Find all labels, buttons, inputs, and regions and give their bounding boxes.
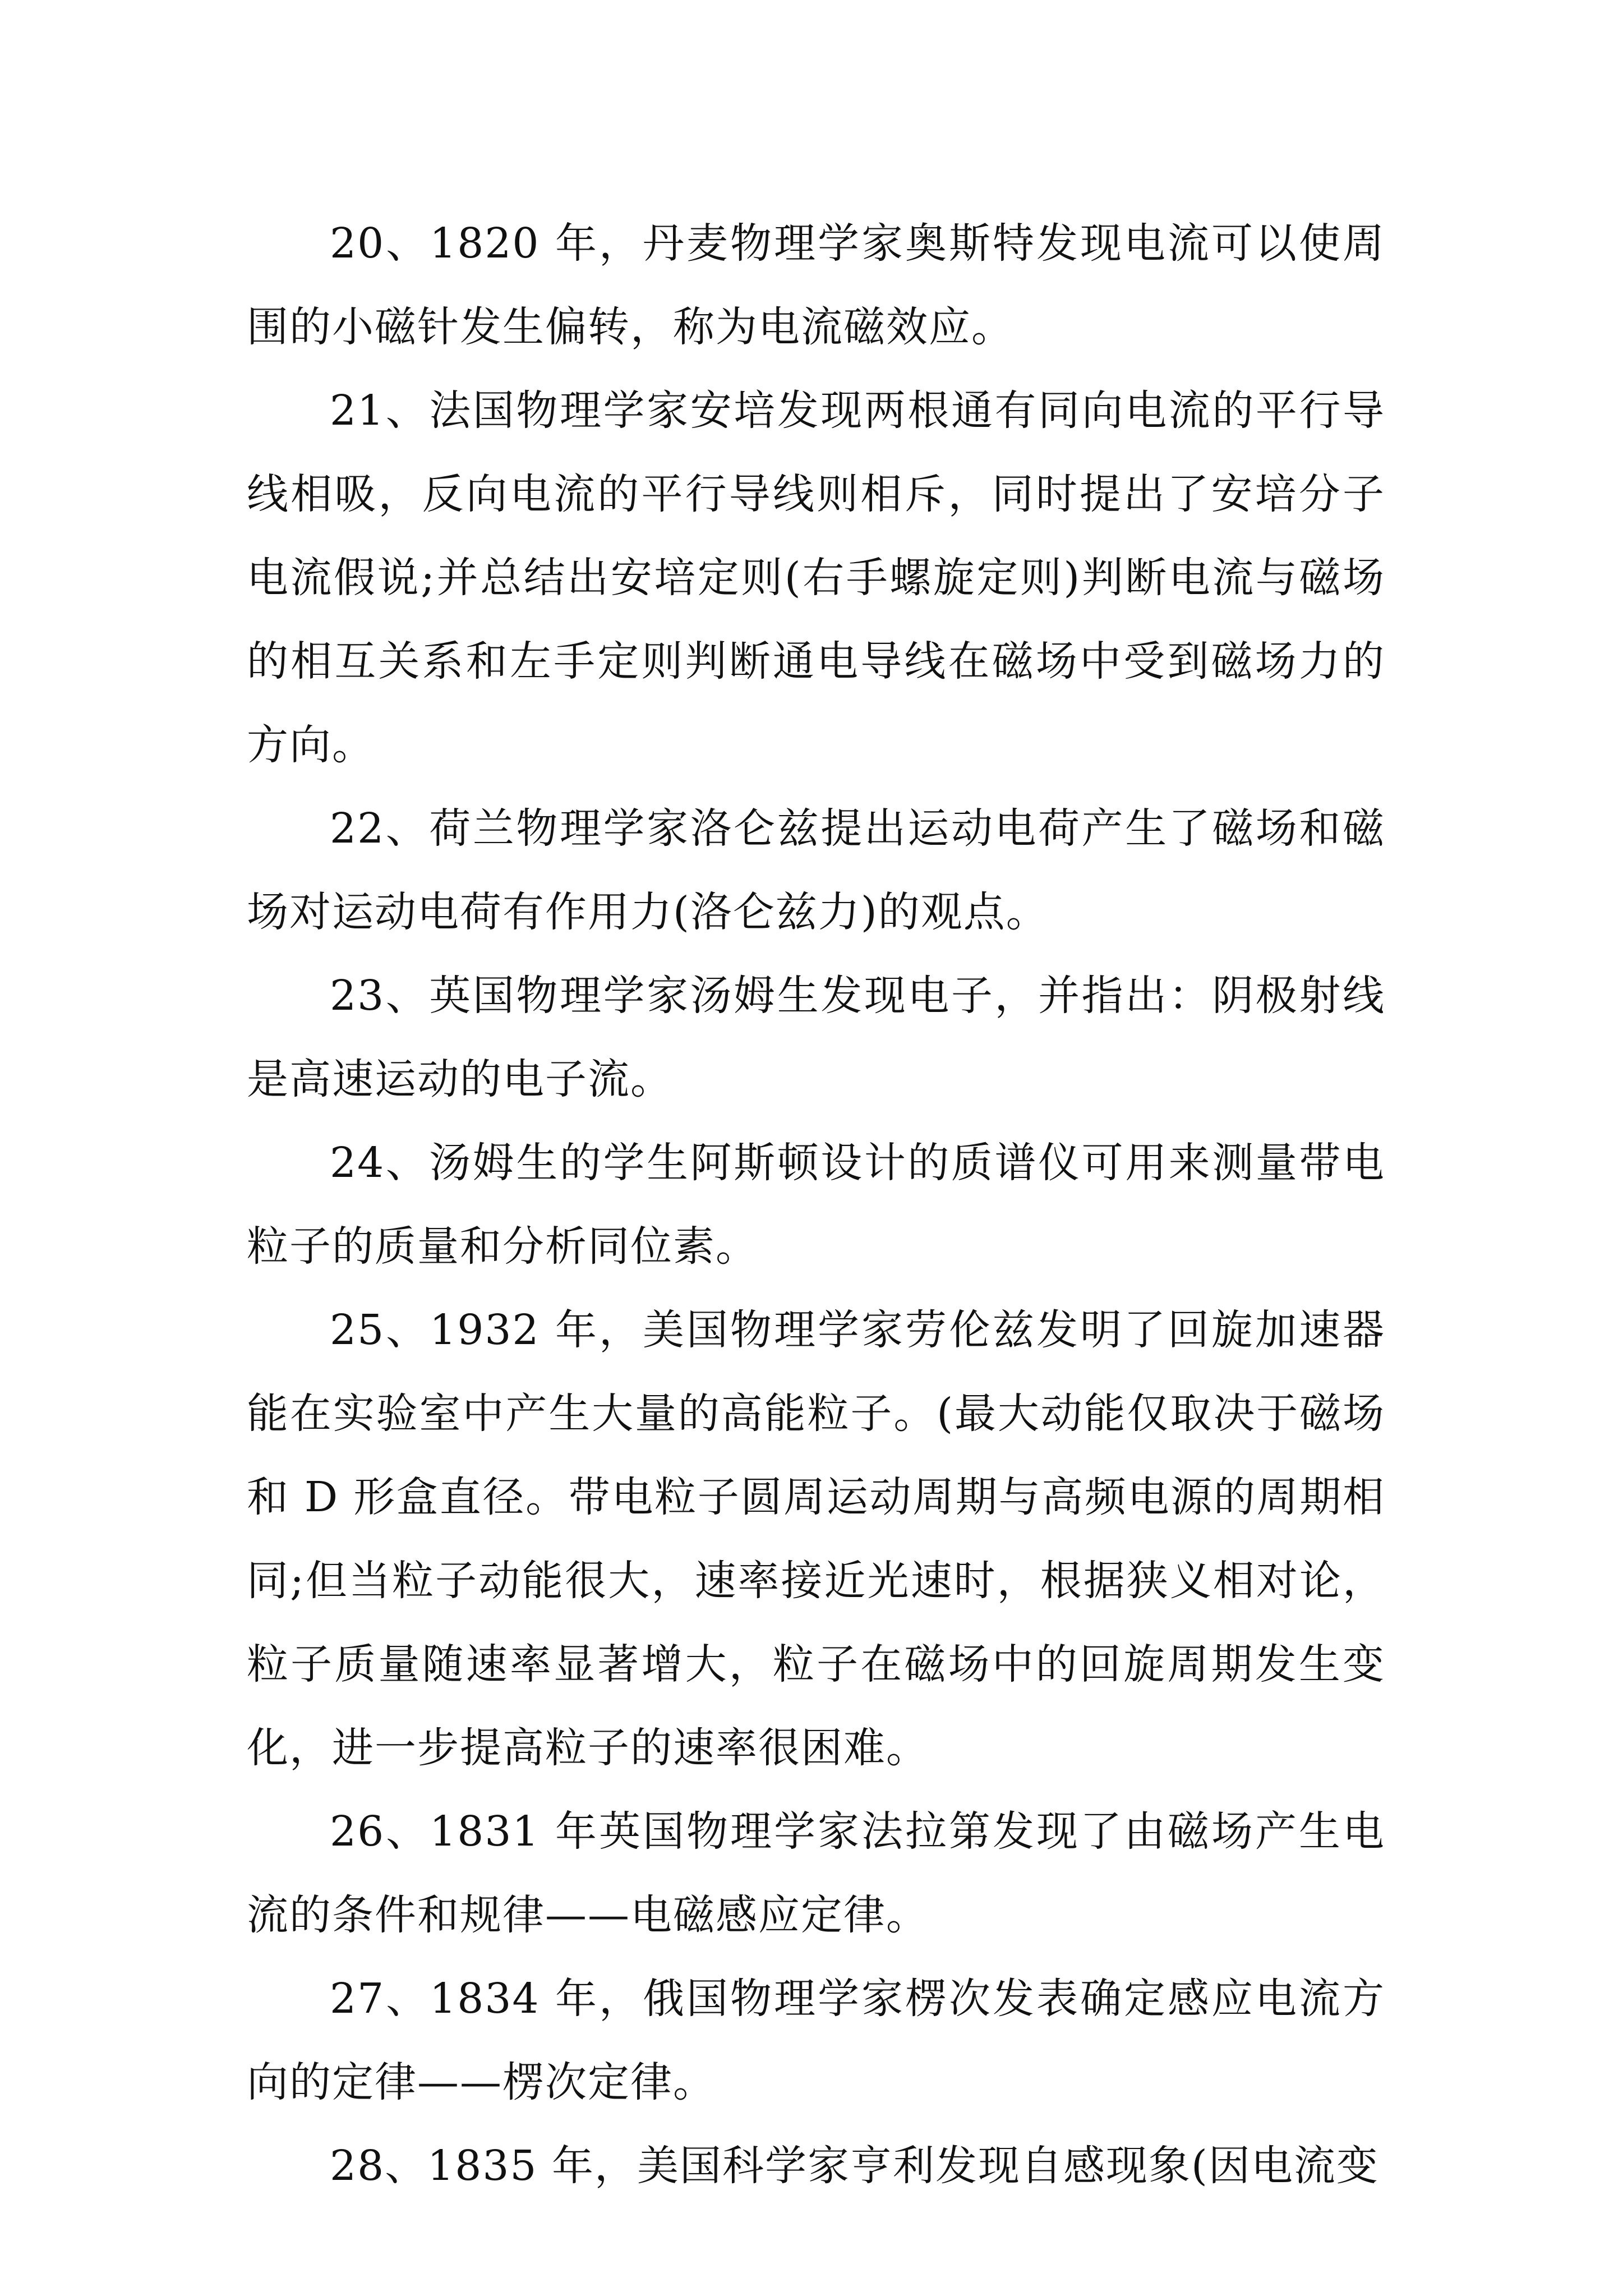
paragraph-25: 25、1932 年，美国物理学家劳伦兹发明了回旋加速器能在实验室中产生大量的高能粒子。(最大动能仅取决于磁场和 D 形盒直径。带电粒子圆周运动周期与高频电源的周期相同;但当粒子动能很大，速率接近光速时，根据狭义相对论，粒子质量随速率显著增大，粒子在磁场中的回旋周期发生变化，进一步提高粒子的速率很困难。	[247, 1306, 1385, 1772]
paragraph-26: 26、1831 年英国物理学家法拉第发现了由磁场产生电流的条件和规律——电磁感应定律。	[247, 1807, 1385, 1939]
paragraph-23: 23、英国物理学家汤姆生发现电子，并指出：阴极射线是高速运动的电子流。	[247, 972, 1385, 1103]
paragraph-20: 20、1820 年，丹麦物理学家奥斯特发现电流可以使周围的小磁针发生偏转，称为电流磁效应。	[247, 219, 1385, 351]
paragraph-22: 22、荷兰物理学家洛仑兹提出运动电荷产生了磁场和磁场对运动电荷有作用力(洛仑兹力)的观点。	[247, 804, 1385, 936]
paragraph-28: 28、1835 年，美国科学家亨利发现自感现象(因电流变	[330, 2142, 1379, 2190]
document-body	[247, 202, 1385, 2208]
paragraph-21: 21、法国物理学家安培发现两根通有同向电流的平行导线相吸，反向电流的平行导线则相斥，同时提出了安培分子电流假说;并总结出安培定则(右手螺旋定则)判断电流与磁场的相互关系和左手定则判断通电导线在磁场中受到磁场力的方向。	[247, 386, 1385, 769]
paragraph-24: 24、汤姆生的学生阿斯顿设计的质谱仪可用来测量带电粒子的质量和分析同位素。	[247, 1139, 1385, 1271]
paragraph-27: 27、1834 年，俄国物理学家楞次发表确定感应电流方向的定律——楞次定律。	[247, 1975, 1385, 2106]
